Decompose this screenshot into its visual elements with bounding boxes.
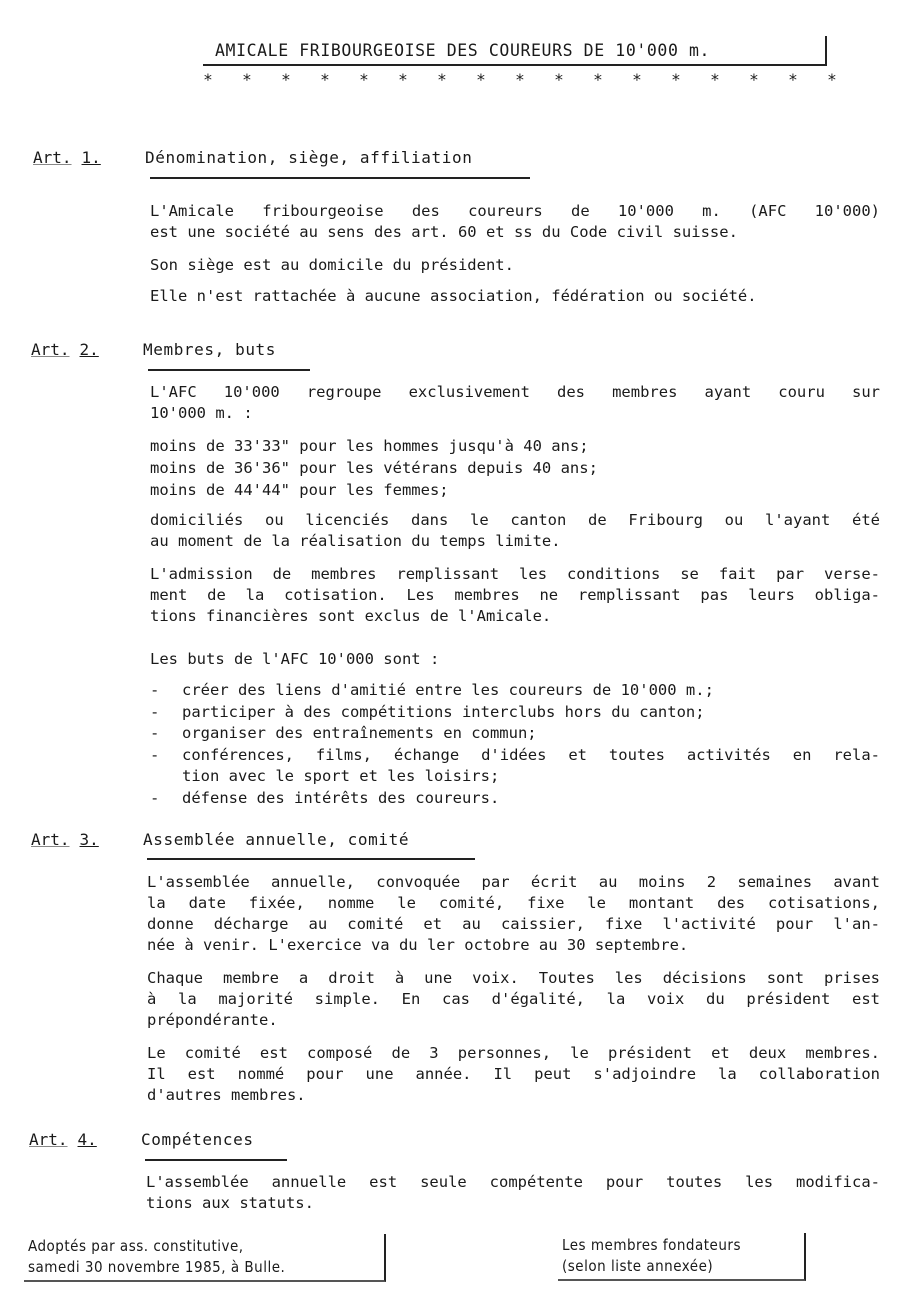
time-limit-veterans: moins de 36'36" pour les vétérans depuis 40 ans; xyxy=(150,459,598,477)
star-ornament: * xyxy=(320,70,330,89)
star-ornament: * xyxy=(632,70,642,89)
bullet-dash: - xyxy=(150,724,160,742)
article-4-paragraph-1 xyxy=(146,1172,880,1214)
article-number: 2. xyxy=(79,340,99,359)
article-2-paragraph-1 xyxy=(150,382,880,424)
article-number: 3. xyxy=(79,830,99,849)
bullet-dash: - xyxy=(150,681,160,699)
text-line: d'autres membres. xyxy=(147,1086,306,1104)
article-1-paragraph-2 xyxy=(150,255,880,276)
article-1-heading xyxy=(33,148,472,167)
star-ornament: * xyxy=(710,70,720,89)
article-title: Dénomination, siège, affiliation xyxy=(145,148,473,167)
goal-text: organiser des entraînements en commun; xyxy=(182,724,537,742)
text-line: L'Amicale fribourgeoise des coureurs de 10'000 m. (AFC 10'000) xyxy=(150,202,880,220)
star-ornament: * xyxy=(554,70,564,89)
text-line: Son siège est au domicile du président. xyxy=(150,256,514,274)
text-line: née à venir. L'exercice va du ler octobre au 30 septembre. xyxy=(147,936,689,954)
text-line: L'admission de membres remplissant les conditions se fait par verse- xyxy=(150,565,880,583)
article-2-time-limits xyxy=(150,435,880,501)
star-ornament: * xyxy=(788,70,798,89)
article-title: Compétences xyxy=(141,1130,254,1149)
article-2-title-underline xyxy=(148,369,310,371)
article-number: 1. xyxy=(81,148,101,167)
article-1-title-underline xyxy=(150,177,530,179)
star-ornament: * xyxy=(242,70,252,89)
star-ornament: * xyxy=(593,70,603,89)
article-title: Membres, buts xyxy=(143,340,277,359)
text-line: prépondérante. xyxy=(147,1011,278,1029)
text-line: L'AFC 10'000 regroupe exclusivement des membres ayant couru sur xyxy=(150,383,880,401)
time-limit-men: moins de 33'33" pour les hommes jusqu'à 40 ans; xyxy=(150,437,589,455)
goal-item xyxy=(150,745,880,788)
text-line: au moment de la réalisation du temps limite. xyxy=(150,532,561,550)
star-ornament: * xyxy=(281,70,291,89)
document-title: AMICALE FRIBOURGEOISE DES COUREURS DE 10'000 m. xyxy=(215,41,711,60)
document-title-box xyxy=(203,36,827,66)
text-line: à la majorité simple. En cas d'égalité, la voix du président est xyxy=(147,990,880,1008)
goal-item xyxy=(150,680,880,702)
bullet-dash: - xyxy=(150,788,160,807)
text-line: donne décharge au comité et au caissier, fixe l'activité pour l'an- xyxy=(147,915,880,933)
article-3-title-underline xyxy=(147,858,475,860)
star-ornament: * xyxy=(398,70,408,89)
text-line: la date fixée, nomme le comité, fixe le montant des cotisations, xyxy=(147,894,880,912)
star-divider xyxy=(200,70,840,89)
star-ornament: * xyxy=(476,70,486,89)
text-line: Il est nommé pour une année. Il peut s'adjoindre la collaboration xyxy=(147,1065,880,1083)
adoption-line: Adoptés par ass. constitutive, xyxy=(28,1237,244,1255)
goal-text: participer à des compétitions interclubs hors du canton; xyxy=(182,702,705,721)
article-1-paragraph-1 xyxy=(150,201,880,243)
goal-item xyxy=(150,702,880,724)
article-3-paragraph-3 xyxy=(147,1043,880,1106)
article-2-paragraph-4 xyxy=(150,564,880,627)
article-1-paragraph-3 xyxy=(150,286,880,307)
text-line: Les buts de l'AFC 10'000 sont : xyxy=(150,650,440,668)
article-2-heading xyxy=(31,340,276,359)
bullet-dash: - xyxy=(150,745,160,764)
article-3-paragraph-1 xyxy=(147,872,880,956)
goal-item xyxy=(150,723,880,745)
star-ornament: * xyxy=(359,70,369,89)
article-4-title-underline xyxy=(145,1159,287,1161)
text-line: tions aux statuts. xyxy=(146,1194,314,1212)
star-ornament: * xyxy=(515,70,525,89)
star-ornament: * xyxy=(671,70,681,89)
text-line: Chaque membre a droit à une voix. Toutes les décisions sont prises xyxy=(147,969,880,987)
article-label: Art. xyxy=(33,148,72,167)
article-label: Art. xyxy=(31,830,70,849)
article-title: Assemblée annuelle, comité xyxy=(143,830,410,849)
goal-text: tion avec le sport et les loisirs; xyxy=(182,767,500,785)
text-line: L'assemblée annuelle est seule compétente pour toutes les modifica- xyxy=(146,1173,880,1191)
adoption-note xyxy=(24,1234,386,1282)
text-line: Le comité est composé de 3 personnes, le président et deux membres. xyxy=(147,1044,880,1062)
article-3-paragraph-2 xyxy=(147,968,880,1031)
text-line: tions financières sont exclus de l'Amicale. xyxy=(150,607,552,625)
founders-line: Les membres fondateurs xyxy=(562,1236,741,1254)
article-label: Art. xyxy=(29,1130,68,1149)
article-3-heading xyxy=(31,830,409,849)
text-line: ment de la cotisation. Les membres ne remplissant pas leurs obliga- xyxy=(150,586,880,604)
star-ornament: * xyxy=(827,70,837,89)
text-line: 10'000 m. : xyxy=(150,404,253,422)
founders-annex: (selon liste annexée) xyxy=(562,1257,714,1275)
goal-text: conférences, films, échange d'idées et toutes activités en rela- xyxy=(182,745,880,764)
article-2-paragraph-3 xyxy=(150,510,880,552)
text-line: est une société au sens des art. 60 et ss du Code civil suisse. xyxy=(150,223,738,241)
text-line: L'assemblée annuelle, convoquée par écrit au moins 2 semaines avant xyxy=(147,873,880,891)
goal-item xyxy=(150,788,880,810)
bullet-dash: - xyxy=(150,702,160,721)
article-number: 4. xyxy=(77,1130,97,1149)
goals-list xyxy=(150,680,880,809)
adoption-date: samedi 30 novembre 1985, à Bulle. xyxy=(28,1258,286,1276)
goal-text: créer des liens d'amitié entre les coureurs de 10'000 m.; xyxy=(182,681,714,699)
star-ornament: * xyxy=(437,70,447,89)
article-4-heading xyxy=(29,1130,254,1149)
goal-text: défense des intérêts des coureurs. xyxy=(182,788,500,807)
star-ornament: * xyxy=(203,70,213,89)
time-limit-women: moins de 44'44" pour les femmes; xyxy=(150,481,449,499)
star-ornament: * xyxy=(749,70,759,89)
article-label: Art. xyxy=(31,340,70,359)
article-2-goals-intro xyxy=(150,649,880,670)
founders-note xyxy=(558,1233,806,1281)
text-line: domiciliés ou licenciés dans le canton de Fribourg ou l'ayant été xyxy=(150,511,880,529)
text-line: Elle n'est rattachée à aucune association, fédération ou société. xyxy=(150,287,757,305)
